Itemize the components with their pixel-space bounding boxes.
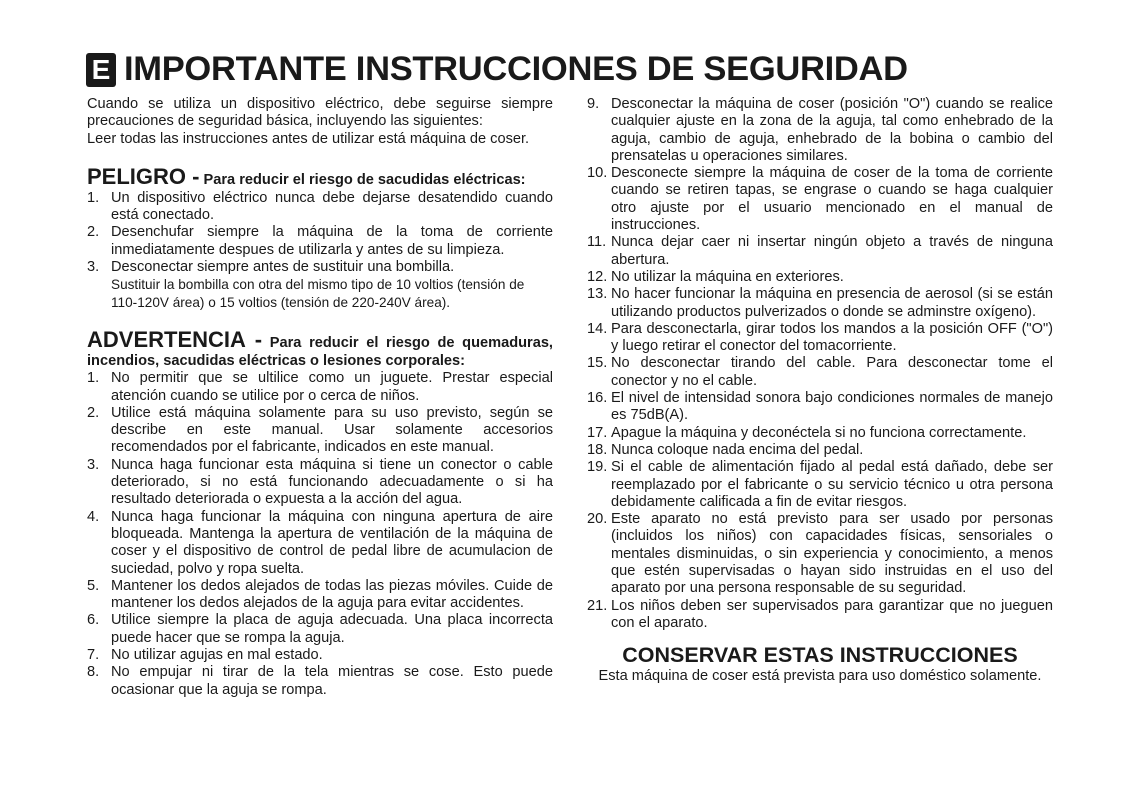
peligro-heading-row (87, 164, 553, 190)
item-text: Para desconectarla, girar todos los mandos a la posición OFF ("O") y luego retirar el conector del tomacorriente. (611, 320, 1053, 355)
list-item (587, 321, 1053, 356)
item-number: 20. (587, 511, 608, 528)
advertencia-section (87, 327, 553, 699)
peligro-list (87, 190, 553, 311)
item-text: No permitir que se ultilice como un juguete. Prestar especial atención cuando se utilice por o cerca de niños. (111, 370, 553, 404)
item-text: Utilice siempre la placa de aguja adecuada. Una placa incorrecta puede hacer que se rompa la aguja. (111, 612, 553, 646)
list-item (87, 647, 553, 664)
item-text: Nunca coloque nada encima del pedal. (611, 441, 864, 458)
intro-read-instructions: Leer todas las instrucciones antes de utilizar está máquina de coser. (87, 130, 530, 147)
item-number: 19. (587, 459, 608, 476)
item-text: Este aparato no está previsto para ser usado por personas (incluidos los niños) con capacidades físicas, sensoriales o mentales disminuidas, o sin experiencia y conocimiento, a menos que estén supervisadas o hayan sido instruidas en el uso del aparato por una persona responsable de su seguridad. (611, 511, 1053, 597)
item-number: 13. (587, 286, 608, 303)
item-text: El nivel de intensidad sonora bajo condiciones normales de manejo es 75dB(A). (611, 390, 1053, 424)
list-item (87, 259, 553, 311)
item-number: 4. (87, 508, 100, 525)
peligro-subheading: Para reducir el riesgo de sacudidas eléctricas: (203, 171, 526, 188)
list-item (87, 578, 553, 613)
list-item (587, 286, 1053, 321)
item-text: Un dispositivo eléctrico nunca debe dejarse desatendido cuando está conectado. (111, 189, 553, 224)
right-column (587, 96, 1053, 686)
item-number: 2. (87, 224, 100, 241)
list-item (587, 425, 1053, 442)
list-item (587, 511, 1053, 597)
list-item (587, 269, 1053, 286)
language-badge: E (86, 53, 116, 87)
item-text: Desconectar siempre antes de sustituir una bombilla. (111, 259, 455, 276)
list-item (87, 405, 553, 457)
list-item (587, 442, 1053, 459)
item-number: 3. (87, 259, 100, 276)
item-number: 6. (87, 612, 100, 629)
bulb-note: Sustituir la bombilla con otra del mismo tipo de 10 voltios (tensión de 110-120V área) o 15 voltios (tensión de 220-240V área). (111, 277, 525, 310)
advertencia-list-left (87, 370, 553, 699)
item-text: Utilice está máquina solamente para su uso previsto, según se describe en este manual. Usar solamente accesorios recomendados por el fabricante, indicados en este manual. (111, 404, 553, 456)
list-item (87, 190, 553, 225)
item-number: 7. (87, 647, 100, 664)
item-text: Si el cable de alimentación fijado al pedal está dañado, debe ser reemplazado por el fabricante o su servicio técnico u otra persona debidamente calificada a fin de evitar riesgos. (611, 459, 1053, 510)
item-number: 9. (587, 96, 600, 112)
list-item (587, 96, 1053, 165)
item-text: Desconecte siempre la máquina de coser de la toma de corriente cuando se retiren tapas, se engrase o cuando se haga cualquier otro ajuste por el usuario mencionado en el manual de instrucciones. (611, 165, 1053, 234)
list-item (87, 457, 553, 509)
list-item (87, 664, 553, 699)
list-item (587, 598, 1053, 633)
item-text: No hacer funcionar la máquina en presencia de aerosol (si se están utilizando productos pulverizados o donde se adminstre oxígeno). (611, 286, 1053, 320)
list-item (87, 224, 553, 259)
item-text: Mantener los dedos alejados de todas las piezas móviles. Cuide de mantener los dedos alejados de la aguja para evitar accidentes. (111, 577, 553, 612)
peligro-section (87, 164, 553, 311)
list-item (87, 509, 553, 578)
list-item (587, 459, 1053, 511)
advertencia-heading: ADVERTENCIA - (87, 326, 263, 352)
item-number: 10. (587, 165, 608, 182)
item-number: 5. (87, 577, 100, 594)
page-header (86, 50, 908, 89)
list-item (587, 355, 1053, 390)
item-text: No desconectar tirando del cable. Para desconectar tome el conector y no el cable. (611, 355, 1053, 389)
item-text: Apague la máquina y deconéctela si no funciona correctamente. (611, 424, 1027, 441)
item-text: Nunca haga funcionar la máquina con ninguna apertura de aire bloqueada. Mantenga la apertura de ventilación de la máquina de coser y el dispositivo de control de pedal libre de acumulacion de suciedad, polvo y ropa suelta. (111, 508, 553, 577)
domestic-use-note: Esta máquina de coser está prevista para uso doméstico solamente. (598, 668, 1042, 685)
item-text: Desconectar la máquina de coser (posición "O") cuando se realice cualquier ajuste en la zona de la aguja, tal como enhebrado de la aguja, cambio de aguja, enhebrado de la bobina o cambio del prensatelas u operaciones similares. (611, 96, 1053, 164)
list-item (587, 165, 1053, 234)
item-number: 1. (87, 189, 100, 206)
advertencia-heading-row (87, 327, 553, 370)
list-item (87, 370, 553, 405)
list-item (87, 612, 553, 647)
item-number: 2. (87, 404, 100, 421)
list-item (587, 234, 1053, 269)
item-number: 18. (587, 441, 608, 458)
item-number: 1. (87, 370, 100, 387)
page-title: IMPORTANTE INSTRUCCIONES DE SEGURIDAD (124, 50, 908, 88)
item-text: No utilizar agujas en mal estado. (111, 647, 323, 664)
item-number: 15. (587, 355, 608, 372)
peligro-heading: PELIGRO - (87, 163, 200, 189)
advertencia-list-right (587, 96, 1053, 632)
list-item (587, 390, 1053, 425)
item-number: 16. (587, 390, 608, 407)
item-text-wrapper (111, 259, 553, 311)
item-number: 11. (587, 234, 607, 251)
keep-instructions-heading: CONSERVAR ESTAS INSTRUCCIONES (622, 643, 1018, 668)
item-text: No utilizar la máquina en exteriores. (611, 268, 844, 285)
item-text: No empujar ni tirar de la tela mientras se cose. Esto puede ocasionar que la aguja se rompa. (111, 664, 553, 698)
item-number: 3. (87, 456, 100, 473)
intro-paragraph: Cuando se utiliza un dispositivo eléctrico, debe seguirse siempre precauciones de seguridad básica, incluyendo las siguientes: (87, 96, 553, 130)
item-text: Nunca haga funcionar esta máquina si tiene un conector o cable deteriorado, si no está funcionando adecuadamente o si ha resultado deteriorada o expuesta a la acción del agua. (111, 456, 553, 508)
item-number: 12. (587, 268, 608, 285)
item-number: 14. (587, 320, 608, 337)
item-text: Los niños deben ser supervisados para garantizar que no jueguen con el aparato. (611, 597, 1053, 631)
advertencia-subheading: Para reducir el riesgo de quemaduras, incendios, sacudidas eléctricas o lesiones corporales: (87, 334, 553, 369)
item-text: Desenchufar siempre la máquina de la toma de corriente inmediatamente despues de utilizarla y antes de su limpieza. (111, 224, 553, 258)
item-text: Nunca dejar caer ni insertar ningún objeto a través de ninguna abertura. (611, 234, 1053, 268)
left-column (87, 96, 553, 699)
item-number: 21. (587, 597, 608, 614)
item-number: 17. (587, 424, 608, 441)
item-number: 8. (87, 664, 100, 681)
